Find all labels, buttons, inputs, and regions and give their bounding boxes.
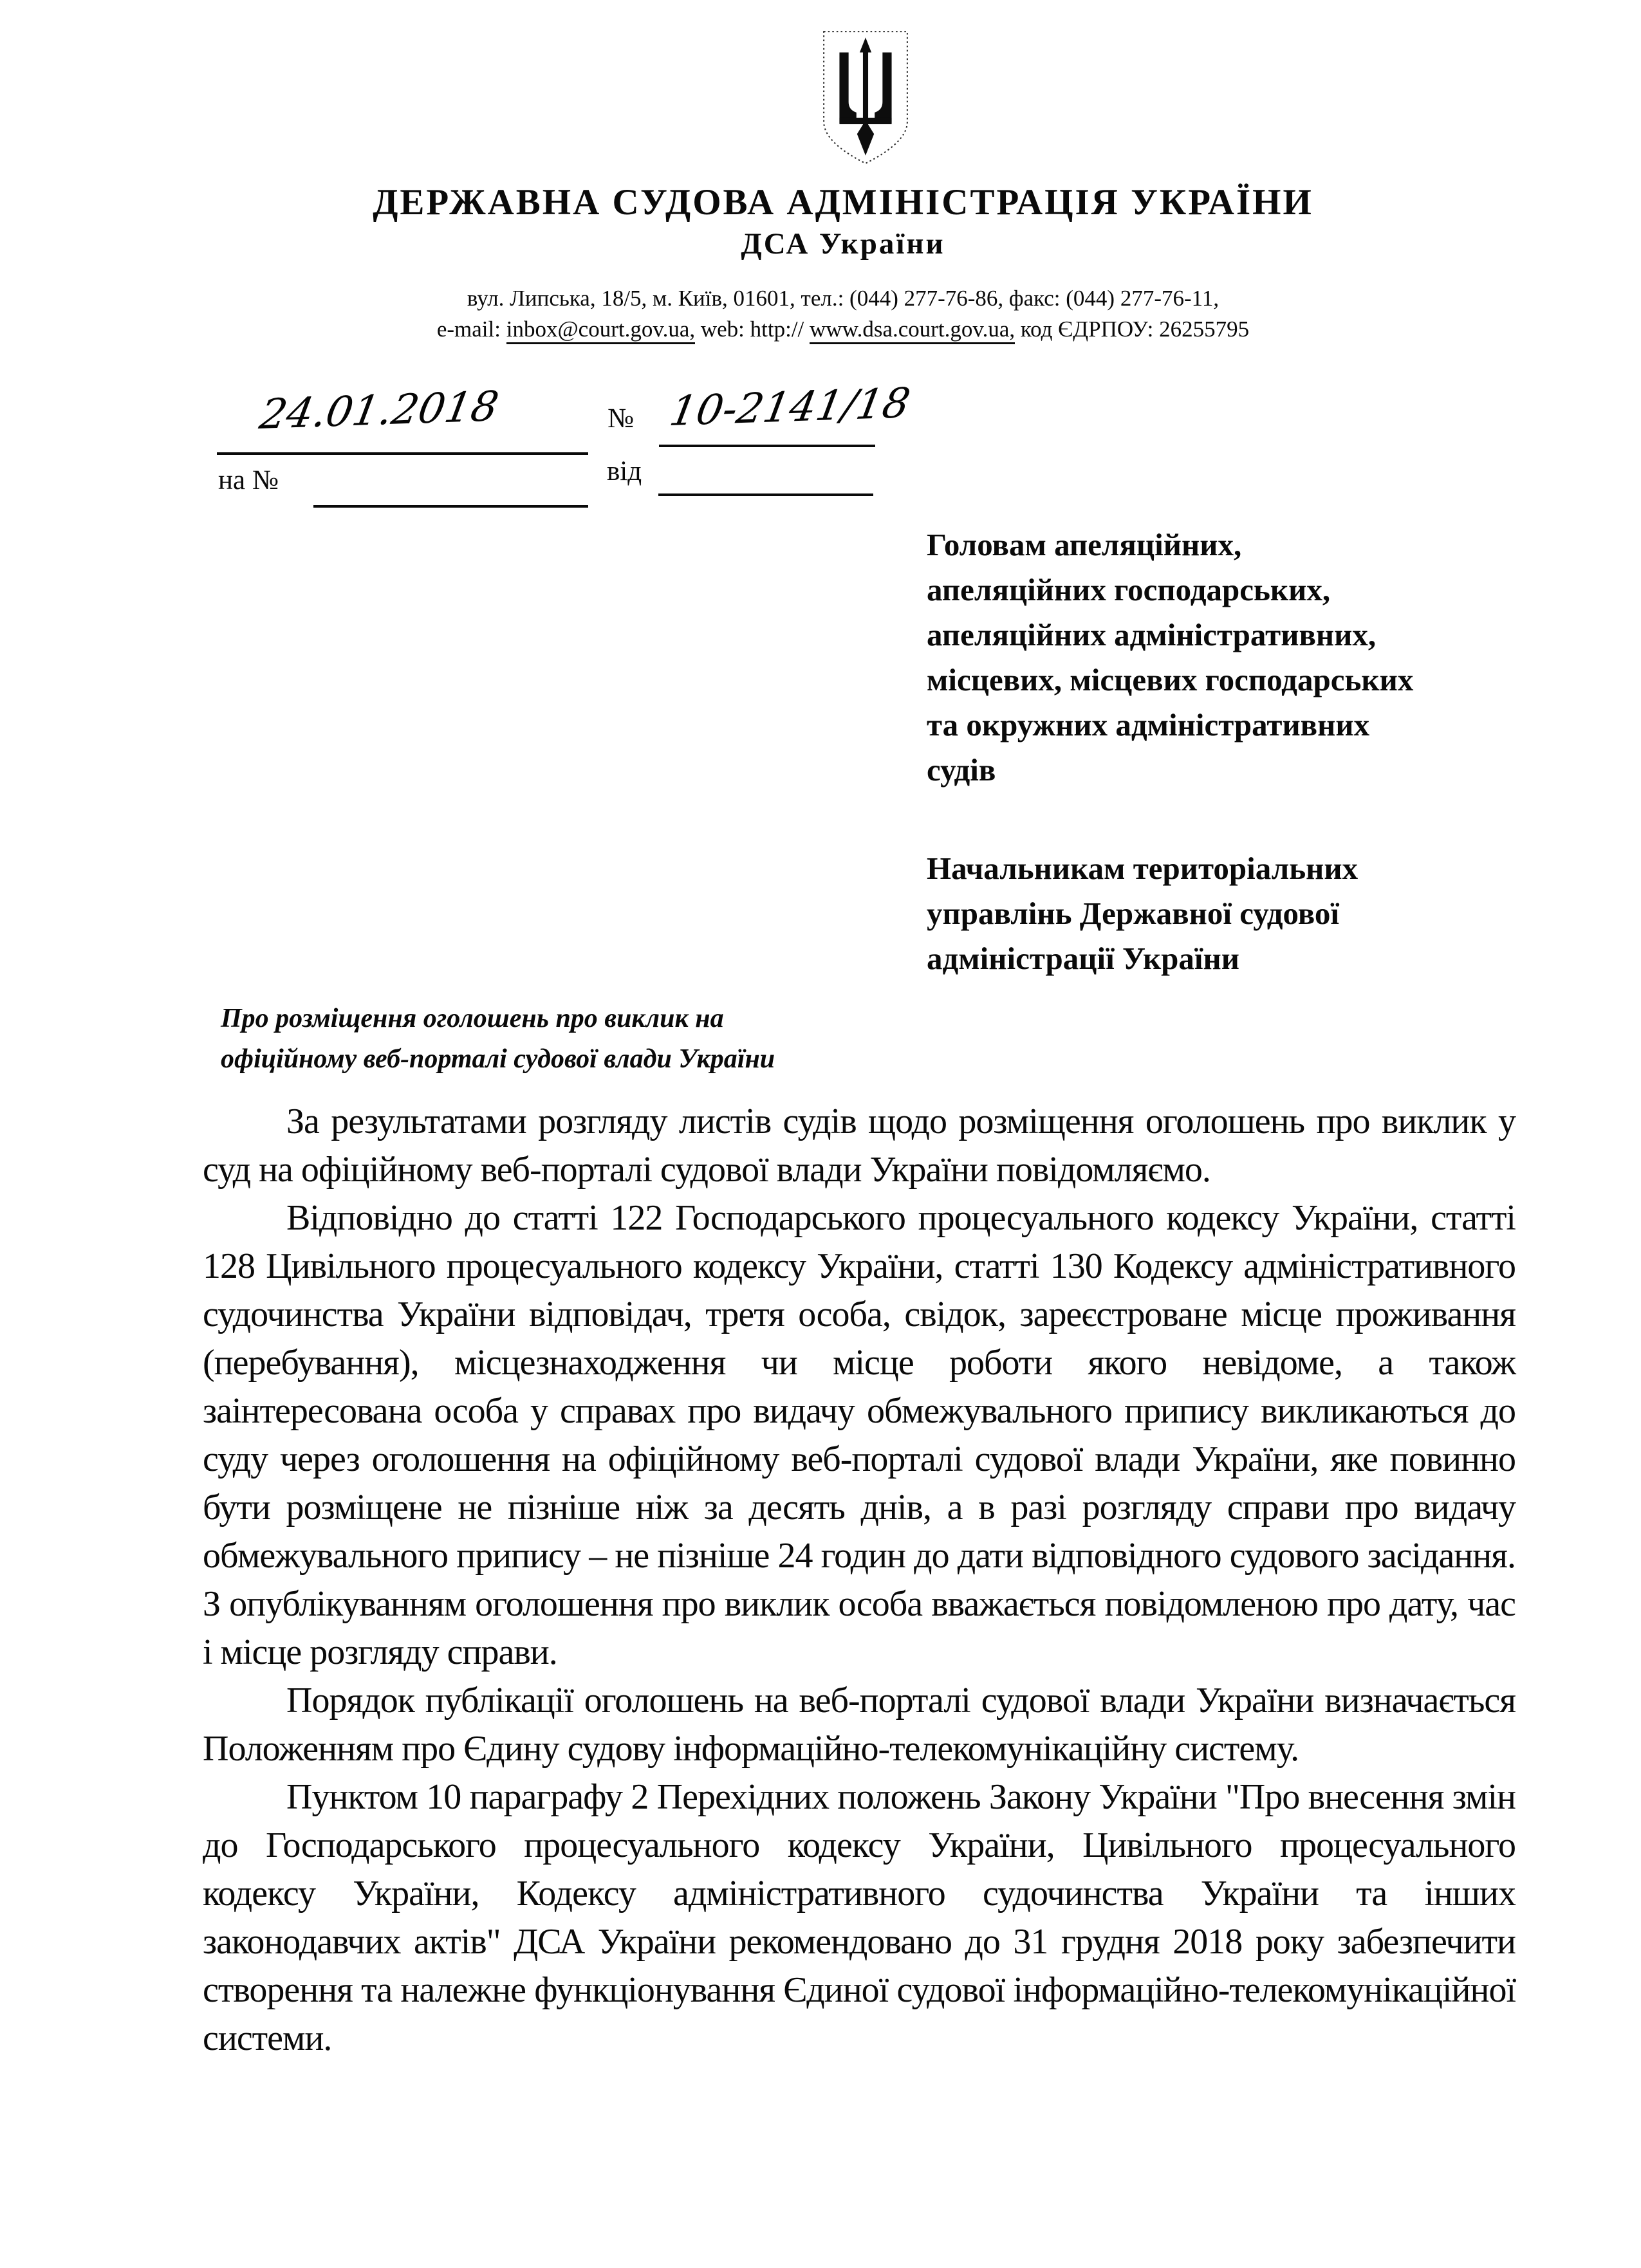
body-paragraph: Відповідно до статті 122 Господарського процесуального кодексу України, статті 128 Цивільного процесуального кодексу України, статті 130 Кодексу адміністративного судочинства України відповідач, третя особа, свідок, зареєстроване місце проживання (перебування), місцезнаходження чи місце роботи якого невідоме, а також заінтересована особа у справах про видачу обмежувального припису викликаються до суду через оголошення на офіційному веб-порталі судової влади України, яке повинно бути розміщене не пізніше ніж за десять днів, а в разі розгляду справи про видачу обмежувального припису – не пізніше 24 годин до дати відповідного судового засідання. З опублікуванням оголошення про виклик особа вважається повідомленою про дату, час і місце розгляду справи. xyxy=(203,1198,1516,1672)
subject-line: Про розміщення оголошень про виклик на xyxy=(221,1004,724,1033)
contact-line xyxy=(187,314,1499,345)
recipient-line: адміністрації України xyxy=(927,941,1240,976)
reply-to-label: на № xyxy=(218,465,279,495)
web-link: www.dsa.court.gov.ua, xyxy=(810,317,1015,344)
from-label: від xyxy=(607,456,642,486)
letter-body xyxy=(203,1098,1516,2063)
subject-block xyxy=(221,999,993,1080)
edrpou-code: код ЄДРПОУ: 26255795 xyxy=(1015,317,1250,342)
web-label: web: http:// xyxy=(695,317,810,342)
body-paragraph: Пунктом 10 параграфу 2 Перехідних положень Закону України "Про внесення змін до Господарського процесуального кодексу України, Цивільного процесуального кодексу України, Кодексу адміністративного судочинства України та інших законодавчих актів" ДСА України рекомендовано до 31 грудня 2018 року забезпечити створення та належне функціонування Єдиної судової інформаційно-телекомунікаційної системи. xyxy=(203,1777,1516,2058)
recipient-block-administrations xyxy=(927,846,1544,981)
number-label: № xyxy=(607,403,635,434)
subject-line: офіційному веб-порталі судової влади України xyxy=(221,1044,775,1074)
number-underline xyxy=(659,445,875,447)
body-paragraph: Порядок публікації оголошень на веб-порталі судової влади України визначається Положенням про Єдину судову інформаційно-телекомунікаційну систему. xyxy=(203,1681,1516,1769)
email-link: inbox@court.gov.ua, xyxy=(506,317,695,344)
recipient-line: судів xyxy=(927,752,996,788)
trident-emblem-icon xyxy=(819,29,913,166)
recipient-line: місцевих, місцевих господарських xyxy=(927,662,1414,697)
recipient-line: апеляційних адміністративних, xyxy=(927,617,1377,652)
recipient-line: та окружних адміністративних xyxy=(927,707,1370,742)
body-paragraph: За результатами розгляду листів судів щодо розміщення оголошень про виклик у суд на офіційному веб-порталі судової влади України повідомляємо. xyxy=(203,1102,1516,1190)
recipient-block-courts xyxy=(927,522,1544,793)
date-underline xyxy=(217,452,588,455)
recipient-line: апеляційних господарських, xyxy=(927,572,1331,607)
org-name: ДЕРЖАВНА СУДОВА АДМІНІСТРАЦІЯ УКРАЇНИ xyxy=(373,182,1313,223)
address-line: вул. Липська, 18/5, м. Київ, 01601, тел.: (044) 277-76-86, факс: (044) 277-76-11, xyxy=(467,286,1219,311)
reply-to-underline xyxy=(313,505,588,508)
email-label: e-mail: xyxy=(436,317,506,342)
letterhead-contacts xyxy=(187,283,1499,345)
recipient-line: управлінь Державної судової xyxy=(927,896,1340,931)
from-underline xyxy=(658,493,873,496)
recipient-line: Начальникам територіальних xyxy=(927,851,1358,886)
recipient-line: Головам апеляційних, xyxy=(927,527,1242,562)
org-short-name: ДСА України xyxy=(741,227,945,261)
number-handwritten: 10-2141/18 xyxy=(666,380,914,436)
date-handwritten: 24.01.2018 xyxy=(256,383,503,439)
